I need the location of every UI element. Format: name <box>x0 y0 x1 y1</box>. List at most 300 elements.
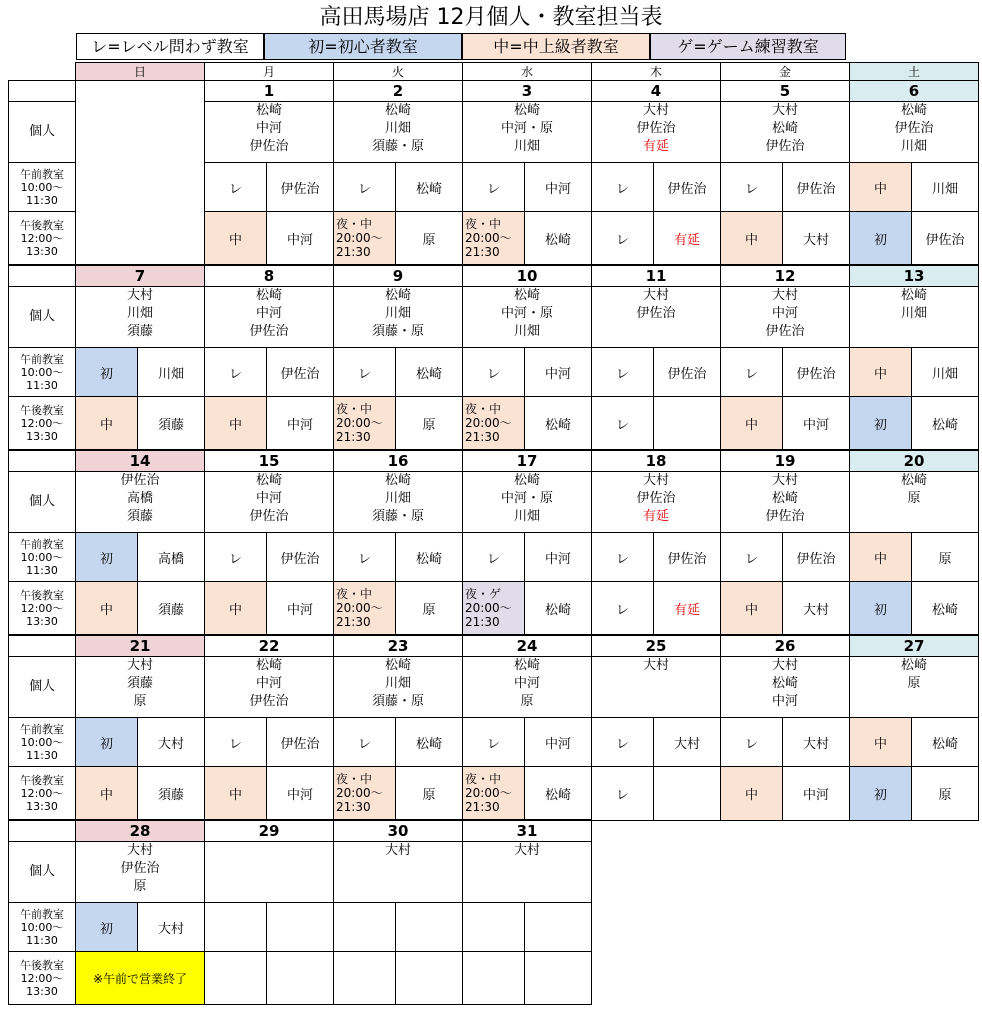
row-label-am <box>9 348 76 397</box>
empty-day-column <box>76 81 205 266</box>
staff-name: 川畑 <box>384 306 411 321</box>
staff-name: 中河 <box>771 306 798 321</box>
pm-teacher: 須藤 <box>138 397 205 451</box>
staff-name: 高橋 <box>126 491 153 506</box>
staff-name: 松崎 <box>513 658 540 673</box>
row-label-pm <box>9 582 76 636</box>
pm-teacher <box>654 397 721 451</box>
row-label-individual: 個人 <box>9 472 76 533</box>
date-number: 16 <box>334 450 463 472</box>
pm-label-line: 13:30 <box>26 614 58 628</box>
am-teacher: 川畑 <box>912 348 979 397</box>
am-teacher: 伊佐治 <box>783 163 850 212</box>
pm-class-type <box>334 767 396 821</box>
individual-staff-cell <box>721 287 850 348</box>
empty-cell <box>850 952 979 1005</box>
row-label-am <box>9 533 76 582</box>
am-class-type: レ <box>334 348 396 397</box>
staff-name: 大村 <box>642 473 669 488</box>
night-end-time: 21:30 <box>465 430 500 444</box>
empty-cell <box>850 842 979 903</box>
individual-staff-cell <box>463 842 592 903</box>
staff-name: 伊佐治 <box>249 694 289 709</box>
night-start-time: 20:00～ <box>336 231 383 245</box>
staff-name: 有延 <box>642 509 669 524</box>
pm-class-type <box>463 767 525 821</box>
individual-staff-cell <box>334 657 463 718</box>
staff-name: 松崎 <box>900 103 927 118</box>
individual-staff-cell <box>850 472 979 533</box>
am-class-type: レ <box>205 163 267 212</box>
am-class-type: レ <box>463 163 525 212</box>
pm-label-line: 午後教室 <box>20 588 64 602</box>
am-label-line: 10:00～ <box>20 180 64 194</box>
date-number: 27 <box>850 635 979 657</box>
am-class-type: レ <box>721 163 783 212</box>
row-label-pm <box>9 767 76 821</box>
individual-staff-cell <box>205 472 334 533</box>
am-teacher: 高橋 <box>138 533 205 582</box>
individual-staff-cell <box>850 287 979 348</box>
pm-class-type <box>334 397 396 451</box>
weekday-fri: 金 <box>721 63 850 81</box>
pm-class-type: 中 <box>76 582 138 636</box>
empty-cell <box>721 903 850 952</box>
pm-label-line: 13:30 <box>26 984 58 998</box>
legend-game: ゲ=ゲーム練習教室 <box>650 33 846 60</box>
staff-name: 伊佐治 <box>765 139 805 154</box>
am-teacher: 川畑 <box>138 348 205 397</box>
am-class-type: 初 <box>76 348 138 397</box>
staff-name: 伊佐治 <box>894 121 934 136</box>
row-label-am <box>9 903 76 952</box>
individual-staff-cell <box>721 102 850 163</box>
am-class-type: レ <box>721 718 783 767</box>
am-class-type: レ <box>721 348 783 397</box>
staff-name: 伊佐治 <box>249 509 289 524</box>
individual-staff-cell <box>205 657 334 718</box>
pm-teacher: 中河 <box>267 767 334 821</box>
staff-name: 伊佐治 <box>120 473 160 488</box>
am-class-type: レ <box>334 533 396 582</box>
pm-teacher: 有延 <box>654 212 721 266</box>
pm-label-line: 12:00～ <box>20 416 64 430</box>
staff-name: 須藤・原 <box>371 694 424 709</box>
pm-teacher: 中河 <box>783 767 850 821</box>
staff-name: 川畑 <box>900 306 927 321</box>
row-label-pm <box>9 397 76 451</box>
am-teacher: 大村 <box>138 903 205 952</box>
date-number: 28 <box>76 820 205 842</box>
staff-name: 松崎 <box>771 121 798 136</box>
staff-name: 中河 <box>513 676 540 691</box>
night-end-time: 21:30 <box>465 245 500 259</box>
pm-class-type: レ <box>592 397 654 451</box>
pm-class-type: レ <box>592 767 654 821</box>
row-label-blank <box>9 635 76 657</box>
staff-name: 川畑 <box>900 139 927 154</box>
individual-staff-cell <box>850 657 979 718</box>
date-number: 26 <box>721 635 850 657</box>
staff-name: 伊佐治 <box>636 306 676 321</box>
individual-staff-cell <box>76 657 205 718</box>
date-number: 22 <box>205 635 334 657</box>
staff-name: 伊佐治 <box>636 491 676 506</box>
schedule-table <box>8 62 979 1005</box>
staff-name: 松崎 <box>771 676 798 691</box>
staff-name: 中河 <box>255 306 282 321</box>
row-label-blank <box>9 450 76 472</box>
am-label-line: 10:00～ <box>20 365 64 379</box>
date-number: 12 <box>721 265 850 287</box>
staff-name: 原 <box>520 694 534 709</box>
pm-class-type: 中 <box>721 397 783 451</box>
am-class-type: レ <box>592 718 654 767</box>
am-class-type: 初 <box>76 903 138 952</box>
am-teacher: 大村 <box>783 718 850 767</box>
am-class-type <box>205 903 267 952</box>
pm-teacher: 有延 <box>654 582 721 636</box>
am-teacher: 中河 <box>525 533 592 582</box>
staff-name: 原 <box>907 676 921 691</box>
am-class-type: レ <box>463 718 525 767</box>
pm-teacher: 松崎 <box>525 582 592 636</box>
individual-staff-cell <box>850 102 979 163</box>
date-number: 1 <box>205 81 334 102</box>
pm-class-type <box>334 952 396 1005</box>
pm-class-type: 初 <box>850 397 912 451</box>
staff-name: 伊佐治 <box>249 324 289 339</box>
date-number: 4 <box>592 81 721 102</box>
date-number: 21 <box>76 635 205 657</box>
pm-teacher: 伊佐治 <box>912 212 979 266</box>
am-teacher: 中河 <box>525 348 592 397</box>
header-corner <box>9 63 76 81</box>
staff-name: 原 <box>133 879 147 894</box>
staff-name: 松崎 <box>513 473 540 488</box>
am-label-line: 午前教室 <box>20 722 64 736</box>
row-label-individual: 個人 <box>9 842 76 903</box>
date-number: 30 <box>334 820 463 842</box>
row-label-am <box>9 718 76 767</box>
am-teacher: 原 <box>912 533 979 582</box>
individual-staff-cell <box>592 102 721 163</box>
staff-name: 伊佐治 <box>249 139 289 154</box>
am-teacher: 伊佐治 <box>267 718 334 767</box>
staff-name: 伊佐治 <box>765 509 805 524</box>
pm-label-line: 12:00～ <box>20 601 64 615</box>
staff-name: 川畑 <box>384 491 411 506</box>
night-start-time: 20:00～ <box>465 786 512 800</box>
night-end-time: 21:30 <box>465 800 500 814</box>
empty-cell <box>850 903 979 952</box>
am-class-type: 初 <box>76 718 138 767</box>
staff-name: 松崎 <box>384 473 411 488</box>
staff-name: 松崎 <box>255 473 282 488</box>
staff-name: 松崎 <box>384 103 411 118</box>
night-start-time: 20:00～ <box>465 416 512 430</box>
night-end-time: 21:30 <box>336 245 371 259</box>
pm-class-type <box>463 952 525 1005</box>
legend-level-free: レ=レベル問わず教室 <box>76 33 264 60</box>
individual-staff-cell <box>205 287 334 348</box>
staff-name: 大村 <box>126 288 153 303</box>
staff-name: 川畑 <box>513 324 540 339</box>
am-teacher: 伊佐治 <box>654 163 721 212</box>
pm-teacher: 須藤 <box>138 582 205 636</box>
staff-name: 須藤・原 <box>371 139 424 154</box>
row-label-individual: 個人 <box>9 287 76 348</box>
weekday-sat: 土 <box>850 63 979 81</box>
night-class-label: 夜・中 <box>465 217 502 231</box>
am-class-type: 中 <box>850 533 912 582</box>
pm-teacher: 中河 <box>267 582 334 636</box>
date-number: 10 <box>463 265 592 287</box>
staff-name: 中河 <box>255 676 282 691</box>
am-teacher: 大村 <box>138 718 205 767</box>
pm-class-type: レ <box>592 582 654 636</box>
staff-name: 大村 <box>771 103 798 118</box>
pm-label-line: 13:30 <box>26 244 58 258</box>
empty-cell <box>721 820 850 842</box>
staff-name: 大村 <box>384 843 411 858</box>
am-label-line: 10:00～ <box>20 550 64 564</box>
individual-staff-cell <box>592 287 721 348</box>
am-label-line: 11:30 <box>26 193 58 207</box>
pm-class-type: 中 <box>76 397 138 451</box>
individual-staff-cell <box>334 472 463 533</box>
staff-name: 須藤・原 <box>371 324 424 339</box>
pm-teacher <box>654 767 721 821</box>
individual-staff-cell <box>205 842 334 903</box>
individual-staff-cell <box>76 287 205 348</box>
pm-teacher: 中河 <box>783 397 850 451</box>
staff-name: 川畑 <box>513 509 540 524</box>
individual-staff-cell <box>463 102 592 163</box>
empty-cell <box>592 820 721 842</box>
staff-name: 大村 <box>126 658 153 673</box>
date-number: 25 <box>592 635 721 657</box>
date-number: 20 <box>850 450 979 472</box>
date-number: 6 <box>850 81 979 102</box>
am-class-type: レ <box>463 348 525 397</box>
am-label-line: 11:30 <box>26 563 58 577</box>
staff-name: 大村 <box>513 843 540 858</box>
pm-class-type: 中 <box>205 212 267 266</box>
empty-cell <box>592 903 721 952</box>
empty-cell <box>850 820 979 842</box>
staff-name: 松崎 <box>513 288 540 303</box>
am-label-line: 11:30 <box>26 933 58 947</box>
staff-name: 大村 <box>642 288 669 303</box>
staff-name: 松崎 <box>513 103 540 118</box>
pm-class-type: 中 <box>721 212 783 266</box>
date-number: 31 <box>463 820 592 842</box>
pm-class-type <box>334 582 396 636</box>
am-class-type: レ <box>592 163 654 212</box>
individual-staff-cell <box>205 102 334 163</box>
night-start-time: 20:00～ <box>336 786 383 800</box>
date-number: 13 <box>850 265 979 287</box>
pm-label-line: 13:30 <box>26 799 58 813</box>
staff-name: 中河・原 <box>500 306 553 321</box>
staff-name: 中河・原 <box>500 491 553 506</box>
staff-name: 松崎 <box>255 658 282 673</box>
night-class-label: 夜・ゲ <box>465 587 502 601</box>
am-teacher: 松崎 <box>912 718 979 767</box>
am-teacher: 中河 <box>525 163 592 212</box>
am-class-type <box>334 903 396 952</box>
pm-class-type <box>463 582 525 636</box>
staff-name: 中河・原 <box>500 121 553 136</box>
staff-name: 川畑 <box>126 306 153 321</box>
pm-teacher: 松崎 <box>525 397 592 451</box>
staff-name: 原 <box>907 491 921 506</box>
row-label-pm <box>9 952 76 1005</box>
empty-cell <box>721 952 850 1005</box>
staff-name: 大村 <box>126 843 153 858</box>
pm-label-line: 12:00～ <box>20 786 64 800</box>
legend-advanced: 中=中上級者教室 <box>462 33 650 60</box>
pm-label-line: 12:00～ <box>20 971 64 985</box>
weekday-thu: 木 <box>592 63 721 81</box>
staff-name: 松崎 <box>771 491 798 506</box>
night-start-time: 20:00～ <box>336 416 383 430</box>
weekday-tue: 火 <box>334 63 463 81</box>
night-end-time: 21:30 <box>336 615 371 629</box>
individual-staff-cell <box>721 472 850 533</box>
am-teacher <box>525 903 592 952</box>
am-class-type: レ <box>334 718 396 767</box>
am-label-line: 午前教室 <box>20 352 64 366</box>
staff-name: 松崎 <box>900 473 927 488</box>
am-class-type: 初 <box>76 533 138 582</box>
am-label-line: 10:00～ <box>20 735 64 749</box>
am-class-type <box>463 903 525 952</box>
am-teacher: 松崎 <box>396 163 463 212</box>
am-class-type: レ <box>721 533 783 582</box>
staff-name: 須藤・原 <box>371 509 424 524</box>
staff-name: 川畑 <box>384 121 411 136</box>
individual-staff-cell <box>76 472 205 533</box>
pm-teacher <box>525 952 592 1005</box>
date-number: 11 <box>592 265 721 287</box>
am-class-type: レ <box>463 533 525 582</box>
individual-staff-cell <box>334 102 463 163</box>
am-class-type: レ <box>205 533 267 582</box>
date-number: 19 <box>721 450 850 472</box>
staff-name: 松崎 <box>900 288 927 303</box>
pm-class-type: 初 <box>850 212 912 266</box>
row-label-individual: 個人 <box>9 657 76 718</box>
am-teacher: 伊佐治 <box>783 348 850 397</box>
pm-class-type: 中 <box>721 582 783 636</box>
pm-class-type: 中 <box>205 397 267 451</box>
staff-name: 中河 <box>771 694 798 709</box>
pm-class-type: 初 <box>850 767 912 821</box>
staff-name: 伊佐治 <box>636 121 676 136</box>
pm-teacher: 須藤 <box>138 767 205 821</box>
staff-name: 須藤 <box>126 676 153 691</box>
pm-label-line: 午後教室 <box>20 218 64 232</box>
am-teacher: 川畑 <box>912 163 979 212</box>
staff-name: 有延 <box>642 139 669 154</box>
staff-name: 須藤 <box>126 509 153 524</box>
pm-class-type: 初 <box>850 582 912 636</box>
staff-name: 須藤 <box>126 324 153 339</box>
staff-name: 松崎 <box>255 288 282 303</box>
night-start-time: 20:00～ <box>336 601 383 615</box>
row-label-am <box>9 163 76 212</box>
pm-teacher: 原 <box>912 767 979 821</box>
pm-label-line: 13:30 <box>26 429 58 443</box>
staff-name: 伊佐治 <box>765 324 805 339</box>
row-label-blank <box>9 81 76 102</box>
weekday-mon: 月 <box>205 63 334 81</box>
pm-class-type <box>205 952 267 1005</box>
date-number: 24 <box>463 635 592 657</box>
am-teacher: 中河 <box>525 718 592 767</box>
night-start-time: 20:00～ <box>465 231 512 245</box>
am-class-type: 中 <box>850 718 912 767</box>
pm-class-type: 中 <box>205 767 267 821</box>
night-end-time: 21:30 <box>336 430 371 444</box>
weekday-sun: 日 <box>76 63 205 81</box>
night-end-time: 21:30 <box>465 615 500 629</box>
am-label-line: 10:00～ <box>20 920 64 934</box>
individual-staff-cell <box>463 287 592 348</box>
am-class-type: レ <box>592 348 654 397</box>
pm-teacher: 大村 <box>783 212 850 266</box>
staff-name: 伊佐治 <box>120 861 160 876</box>
date-number: 9 <box>334 265 463 287</box>
am-teacher: 伊佐治 <box>267 348 334 397</box>
am-teacher <box>267 903 334 952</box>
night-class-label: 夜・中 <box>336 772 373 786</box>
am-class-type: レ <box>205 348 267 397</box>
individual-staff-cell <box>592 472 721 533</box>
pm-teacher <box>267 952 334 1005</box>
date-number: 14 <box>76 450 205 472</box>
page-title: 高田馬場店 12月個人・教室担当表 <box>319 5 663 30</box>
date-number: 15 <box>205 450 334 472</box>
staff-name: 大村 <box>642 103 669 118</box>
pm-label-line: 午後教室 <box>20 958 64 972</box>
pm-class-type <box>334 212 396 266</box>
pm-class-type: 中 <box>76 767 138 821</box>
individual-staff-cell <box>334 842 463 903</box>
legend-beginner: 初=初心者教室 <box>264 33 462 60</box>
am-teacher: 伊佐治 <box>654 348 721 397</box>
pm-teacher: 原 <box>396 582 463 636</box>
date-number: 8 <box>205 265 334 287</box>
individual-staff-cell <box>592 657 721 718</box>
staff-name: 中河 <box>255 121 282 136</box>
pm-class-type: 中 <box>721 767 783 821</box>
pm-teacher: 松崎 <box>912 582 979 636</box>
weekday-wed: 水 <box>463 63 592 81</box>
staff-name: 川畑 <box>384 676 411 691</box>
pm-teacher: 中河 <box>267 212 334 266</box>
individual-staff-cell <box>463 657 592 718</box>
staff-name: 大村 <box>771 288 798 303</box>
individual-staff-cell <box>463 472 592 533</box>
pm-teacher: 中河 <box>267 397 334 451</box>
pm-label-line: 午後教室 <box>20 773 64 787</box>
pm-label-line: 午後教室 <box>20 403 64 417</box>
row-label-blank <box>9 820 76 842</box>
pm-label-line: 12:00～ <box>20 231 64 245</box>
